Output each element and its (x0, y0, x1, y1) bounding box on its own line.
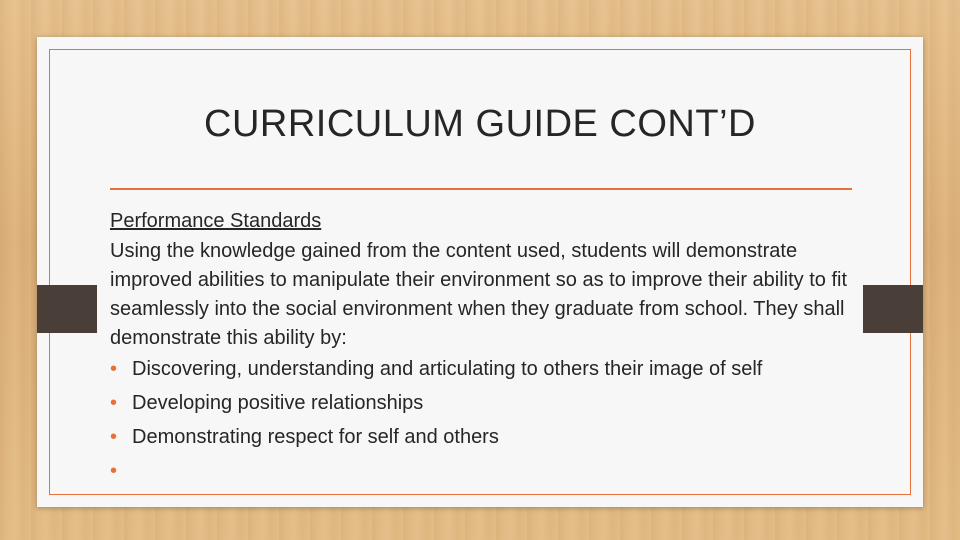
bullet-icon: • (110, 358, 118, 380)
list-item (110, 389, 855, 417)
list-item (110, 423, 855, 451)
bullet-list (110, 355, 855, 482)
section-heading: Performance Standards (110, 210, 322, 232)
bullet-text: Developing positive relationships (132, 392, 424, 414)
list-item (110, 355, 855, 383)
slide-title: CURRICULUM GUIDE CONT’D (204, 103, 756, 145)
right-tab-decoration (863, 285, 923, 333)
bullet-text: Demonstrating respect for self and others (132, 426, 499, 448)
bullet-text: Discovering, understanding and articulating to others their image of self (132, 358, 763, 380)
body-paragraph: Using the knowledge gained from the content used, students will demonstrate improved abilities to manipulate their environment so as to improve their ability to fit seamlessly into the social environment when they graduate from school. They shall demonstrate this ability by: (110, 240, 848, 349)
title-divider (110, 188, 852, 190)
left-tab-decoration (37, 285, 97, 333)
bullet-icon: • (110, 392, 118, 414)
slide-body (110, 206, 855, 482)
bullet-icon: • (110, 460, 118, 482)
bullet-icon: • (110, 426, 118, 448)
